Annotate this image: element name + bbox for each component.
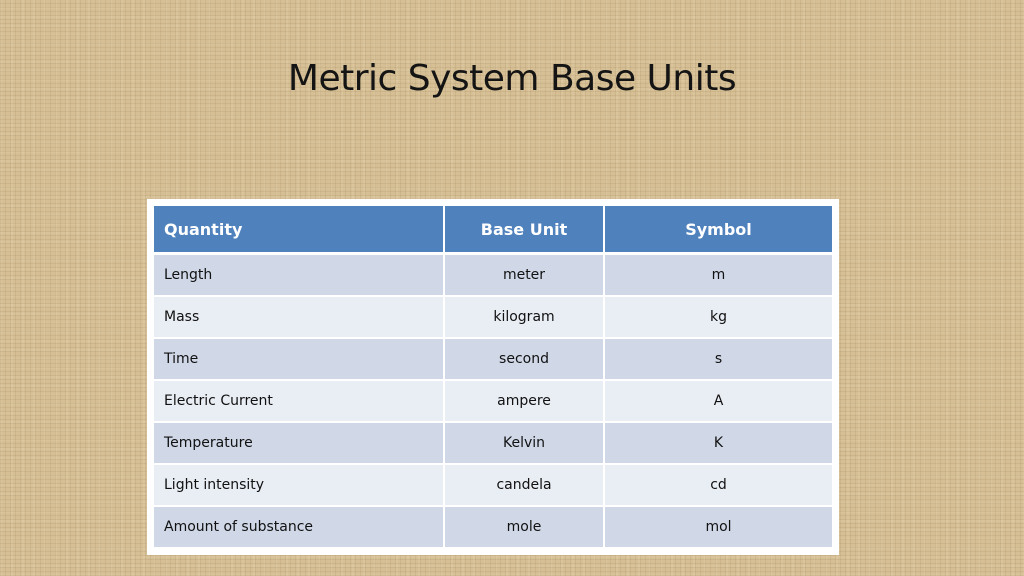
quantity-cell: Electric Current [154, 380, 444, 422]
quantity-cell: Temperature [154, 422, 444, 464]
symbol-cell: m [604, 254, 832, 297]
units-table-frame [147, 199, 839, 555]
table-row [154, 254, 832, 297]
symbol-cell: kg [604, 296, 832, 338]
table-row [154, 422, 832, 464]
table-row [154, 464, 832, 506]
header-symbol: Symbol [604, 206, 832, 254]
symbol-cell: K [604, 422, 832, 464]
symbol-cell: cd [604, 464, 832, 506]
table-row [154, 338, 832, 380]
header-base-unit: Base Unit [444, 206, 604, 254]
quantity-cell: Time [154, 338, 444, 380]
header-quantity: Quantity [154, 206, 444, 254]
symbol-cell: s [604, 338, 832, 380]
table-row [154, 296, 832, 338]
base-unit-cell: ampere [444, 380, 604, 422]
base-unit-cell: meter [444, 254, 604, 297]
table-row [154, 506, 832, 548]
quantity-cell: Amount of substance [154, 506, 444, 548]
symbol-cell: mol [604, 506, 832, 548]
slide-title: Metric System Base Units [287, 58, 737, 99]
quantity-cell: Mass [154, 296, 444, 338]
base-unit-cell: second [444, 338, 604, 380]
table-row [154, 380, 832, 422]
base-unit-cell: mole [444, 506, 604, 548]
symbol-cell: A [604, 380, 832, 422]
quantity-cell: Length [154, 254, 444, 297]
base-unit-cell: candela [444, 464, 604, 506]
quantity-cell: Light intensity [154, 464, 444, 506]
table-header-row [154, 206, 832, 254]
base-unit-cell: kilogram [444, 296, 604, 338]
units-table [154, 206, 832, 549]
base-unit-cell: Kelvin [444, 422, 604, 464]
